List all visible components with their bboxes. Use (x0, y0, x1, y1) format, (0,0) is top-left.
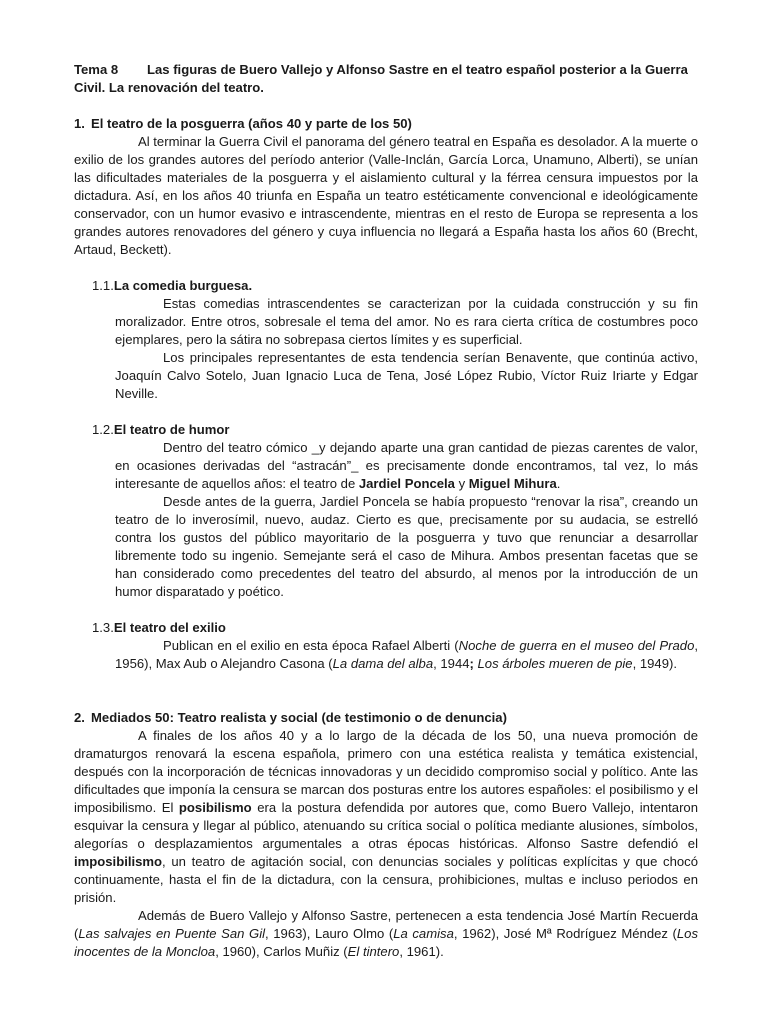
term: imposibilismo (74, 854, 163, 869)
text: , 1949). (632, 656, 677, 671)
work-title: Los árboles mueren de pie (473, 656, 633, 671)
section-2-heading (74, 709, 698, 727)
work-title: Noche de guerra en el museo del Prado (458, 638, 695, 653)
document-title (74, 61, 698, 97)
text: Publican en el exilio en esta época Rafael Alberti ( (163, 638, 459, 653)
section-1-3-heading (74, 619, 698, 637)
text: , 1963), Lauro Olmo ( (265, 926, 394, 941)
section-1-paragraph: Al terminar la Guerra Civil el panorama del género teatral en España es desolador. A la muerte o exilio de los grandes autores del período anterior (Valle-Inclán, García Lorca, Unamuno, Alberti), se unían las dificultades materiales de la posguerra y el aislamiento cultural y la férrea censura impuestos por la dictadura. Así, en los años 40 triunfa en España un teatro estéticamente convencional e ideológicamente conservador, con un humor evasivo e intrascendente, mientras en el resto de Europa se representa a los grandes autores renovadores del género y cuya influencia no llegará a España hasta los años 60 (Brecht, Artaud, Beckett). (74, 134, 698, 257)
section-1-1-paragraph-2: Los principales representantes de esta tendencia serían Benavente, que continúa activo, Joaquín Calvo Sotelo, Juan Ignacio Luca de Tena, José López Rubio, Víctor Ruiz Iriarte y Edgar Neville. (115, 350, 698, 401)
author-name: Jardiel Poncela (358, 476, 455, 491)
section-1-3-paragraph (115, 637, 698, 673)
text: , 1944 (433, 656, 470, 671)
section-title: El teatro de la posguerra (años 40 y parte de los 50) (91, 116, 412, 131)
text: y (454, 476, 469, 491)
section-2-paragraph-1 (74, 727, 698, 907)
section-1-2-paragraph-1 (115, 439, 698, 493)
text: Dentro del teatro cómico _y dejando aparte una gran cantidad de piezas carentes de valor, en ocasiones derivadas del “astracán”_ es precisamente donde encontramos, tal vez, lo más interesante de aquellos años: el teatro de (115, 440, 698, 491)
author-name: Miguel Mihura (468, 476, 557, 491)
topic-title: Las figuras de Buero Vallejo y Alfonso Sastre en el teatro español posterior a la Guerra Civil. La renovación del teatro. (74, 62, 688, 95)
subsection-title: La comedia burguesa. (113, 278, 253, 293)
work-title: El tintero (347, 944, 400, 959)
subsection-number: 1.2. (92, 422, 114, 437)
text: , 1960), Carlos Muñiz ( (215, 944, 348, 959)
section-number: 1. (74, 116, 85, 131)
text: era la postura defendida por autores que, como Buero Vallejo, intentaron esquivar la censura y llegar al público, atenuando su crítica social o política mediante alusiones, símbolos, alegorías o desplazamientos argumentales a otras épocas históricas. Alfonso Sastre defendió el (74, 800, 698, 851)
section-title: Mediados 50: Teatro realista y social (de testimonio o de denuncia) (91, 710, 507, 725)
text: Además de Buero Vallejo y Alfonso Sastre, pertenecen a esta tendencia José Martín Recuerda ( (74, 908, 698, 941)
subsection-title: El teatro del exilio (113, 620, 226, 635)
work-title: La camisa (393, 926, 454, 941)
text: A finales de los años 40 y a lo largo de la década de los 50, una nueva promoción de dramaturgos renovará la escena española, primero con una estética realista y temática existencial, después con la incorporación de técnicas innovadoras y un decidido compromiso social y político. Ante las dificultades que imponía la censura se marcan dos posturas entre los autores españoles: el posibilismo y el imposibilismo. El (74, 728, 698, 815)
topic-number: Tema 8 (74, 62, 119, 77)
section-1-1-heading (74, 277, 698, 295)
subsection-title: El teatro de humor (113, 422, 230, 437)
subsection-number: 1.1. (92, 278, 114, 293)
text: . (556, 476, 561, 491)
section-number: 2. (74, 710, 85, 725)
section-1-2-heading (74, 421, 698, 439)
section-1-2-paragraph-2: Desde antes de la guerra, Jardiel Poncela se había propuesto “renovar la risa”, creando un teatro de lo inverosímil, nuevo, audaz. Cierto es que, precisamente por su audacia, se estrelló contra los gustos del público mayoritario de la posguerra y tuvo que renunciar a desarrollar libremente todo su ingenio. Semejante será el caso de Mihura. Ambos presentan facetas que se han considerado como precedentes del teatro del absurdo, al menos por la introducción de un humor disparatado y poético. (115, 494, 698, 599)
text: , un teatro de agitación social, con denuncias sociales y políticas explícitas y que chocó continuamente, hasta el fin de la dictadura, con la censura, prohibiciones, multas e incluso periodos en prisión. (74, 854, 698, 905)
text: , 1961). (399, 944, 444, 959)
text: , 1956), Max Aub o Alejandro Casona ( (115, 638, 698, 671)
work-title: La dama del alba (332, 656, 434, 671)
subsection-number: 1.3. (92, 620, 114, 635)
section-1-heading (74, 115, 698, 133)
term: posibilismo (178, 800, 252, 815)
text: ; (469, 656, 474, 671)
work-title: Las salvajes en Puente San Gil (78, 926, 266, 941)
section-1-1-paragraph-1: Estas comedias intrascendentes se caracterizan por la cuidada construcción y su fin moralizador. Entre otros, sobresale el tema del amor. No es rara cierta crítica de costumbres poco ejemplares, pero la sátira no sobrepasa ciertos límites y es superficial. (115, 296, 698, 347)
work-title: Los inocentes de la Moncloa (74, 926, 698, 959)
section-2-paragraph-2 (74, 907, 698, 961)
text: , 1962), José Mª Rodríguez Méndez ( (453, 926, 677, 941)
